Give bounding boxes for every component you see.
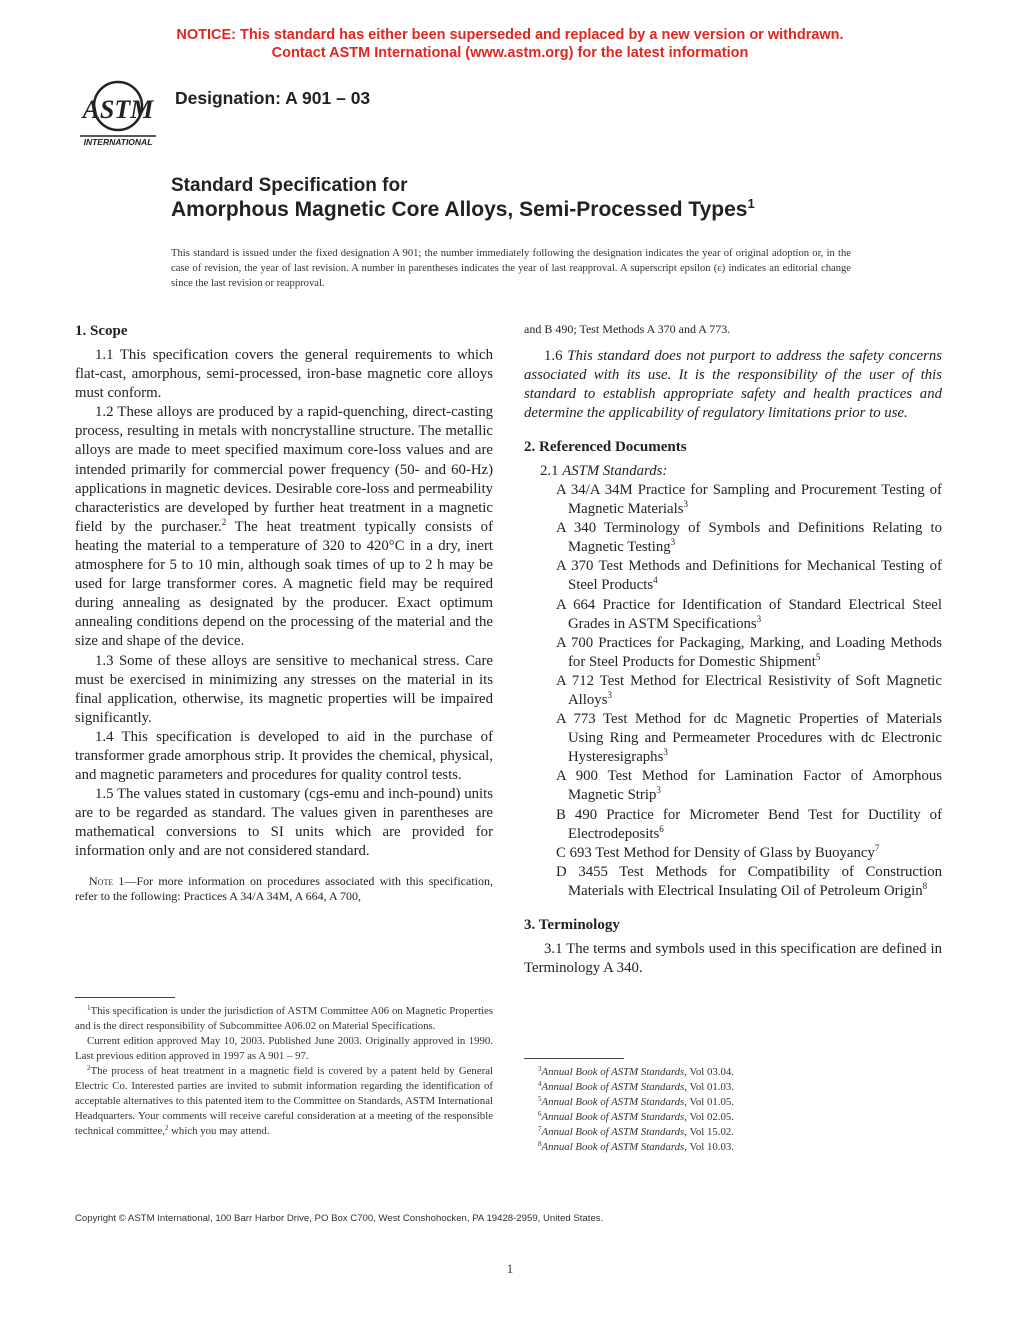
footnote-mark: 4 bbox=[538, 1080, 542, 1088]
footnotes-left bbox=[75, 997, 493, 1139]
paragraph-1-4: 1.4 This specification is developed to aid in the purchase of transformer grade amorphous strip. It provides the chemical, physical, and magnetic parameters and procedures for quality control tests. bbox=[75, 728, 493, 784]
footnote-book: Annual Book of ASTM Standards bbox=[541, 1141, 685, 1153]
footnote-item bbox=[524, 1110, 942, 1125]
reference-text: A 712 Test Method for Electrical Resistivity of Soft Magnetic Alloys bbox=[556, 672, 942, 708]
reference-text: A 370 Test Methods and Definitions for Mechanical Testing of Steel Products bbox=[556, 558, 942, 594]
footnote-volume: , Vol 02.05. bbox=[684, 1111, 734, 1123]
reference-footnote-mark: 3 bbox=[756, 613, 762, 624]
paragraph-3-1: 3.1 The terms and symbols used in this specification are defined in Terminology A 340. bbox=[524, 941, 942, 977]
footnote-item bbox=[524, 1095, 942, 1110]
footnote-1-mark: 1 bbox=[87, 1004, 91, 1012]
logo-subtext: INTERNATIONAL bbox=[83, 137, 153, 147]
designation: Designation: A 901 – 03 bbox=[175, 88, 371, 108]
paragraph-1-1: 1.1 This specification covers the general requirements to which flat-cast, amorphous, semi-processed, iron-base magnetic core alloys must conform. bbox=[75, 347, 493, 402]
reference-footnote-mark: 7 bbox=[874, 842, 880, 853]
footnote-item bbox=[524, 1125, 942, 1140]
reference-text: A 773 Test Method for dc Magnetic Properties of Materials Using Ring and Permeameter Procedures with dc Electronic Hysteresigraphs bbox=[556, 711, 942, 766]
left-column bbox=[75, 322, 493, 905]
reference-item bbox=[540, 481, 942, 519]
section-heading-referenced: 2. Referenced Documents bbox=[524, 438, 687, 455]
footnote-2 bbox=[75, 1064, 493, 1139]
reference-footnote-mark: 3 bbox=[607, 690, 612, 700]
reference-item bbox=[540, 634, 942, 672]
note-1-continued: and B 490; Test Methods A 370 and A 773. bbox=[524, 322, 731, 336]
reference-text: C 693 Test Method for Density of Glass by Buoyancy bbox=[556, 844, 875, 861]
section-heading-scope: 1. Scope bbox=[75, 323, 128, 339]
paragraph-1-5: 1.5 The values stated in customary (cgs-emu and inch-pound) units are to be regarded as standard. The values given in parentheses are mathematical conversions to SI units which are provided for information only and are not considered standard. bbox=[75, 786, 493, 860]
reference-footnote-mark: 6 bbox=[659, 823, 664, 834]
footnote-book: Annual Book of ASTM Standards bbox=[541, 1126, 685, 1138]
footnote-mark: 5 bbox=[538, 1095, 542, 1103]
notice-line-1: NOTICE: This standard has either been superseded and replaced by a new version or withdrawn. bbox=[176, 27, 844, 43]
title-footnote-mark: 1 bbox=[747, 196, 755, 211]
reference-item bbox=[540, 596, 942, 634]
copyright: Copyright © ASTM International, 100 Barr Harbor Drive, PO Box C700, West Conshohocken, PA 19428-2959, United States. bbox=[75, 1213, 604, 1224]
footnote-mark: 7 bbox=[538, 1125, 542, 1133]
footnote-book: Annual Book of ASTM Standards bbox=[541, 1096, 685, 1108]
footnote-volume: , Vol 03.04. bbox=[684, 1066, 734, 1078]
right-column bbox=[524, 322, 942, 978]
paragraph-1-6 bbox=[524, 347, 942, 423]
paragraph-1-6-text: This standard does not purport to address the safety concerns associated with its use. It is the responsibility of the user of this standard to establish appropriate safety and health practices and determine the applicability of regulatory limitations prior to use. bbox=[524, 347, 942, 421]
reference-footnote-mark: 3 bbox=[656, 785, 661, 796]
reference-text: D 3455 Test Methods for Compatibility of Construction Materials with Electrical Insulating Oil of Petroleum Origin bbox=[556, 863, 942, 899]
reference-footnote-mark: 3 bbox=[670, 537, 676, 548]
reference-list bbox=[524, 481, 942, 901]
title-line-2 bbox=[171, 198, 755, 222]
footnote-rule-right bbox=[524, 1058, 624, 1059]
footnote-2-end: which you may attend. bbox=[168, 1125, 270, 1137]
reference-item bbox=[540, 710, 942, 767]
astm-logo bbox=[76, 78, 160, 148]
footnote-1-text: This specification is under the jurisdiction of ASTM Committee A06 on Magnetic Properties and is the direct responsibility of Subcommittee A06.02 on Material Specifications. bbox=[75, 1005, 493, 1032]
paragraph-1-2-part-a: 1.2 These alloys are produced by a rapid-quenching, direct-casting process, resulting in metals with noncrystalline structure. The metallic alloys are made to meet specified maximum core-loss values and are intended primarily for commercial power frequency (50- and 60-Hz) applications in magnetic devices. Desirable core-loss and permeability characteristics are developed by further heat treatment in a magnetic field by the purchaser. bbox=[75, 404, 493, 535]
footnote-1-continued: Current edition approved May 10, 2003. Published June 2003. Originally approved in 1990. Last previous edition approved in 1997 as A 901 – 97. bbox=[75, 1035, 493, 1062]
reference-text: B 490 Practice for Micrometer Bend Test for Ductility of Electrodeposits bbox=[556, 806, 942, 842]
footnote-mark: 8 bbox=[538, 1140, 542, 1148]
reference-text: A 900 Test Method for Lamination Factor of Amorphous Magnetic Strip bbox=[556, 768, 942, 804]
footnote-item bbox=[524, 1065, 942, 1080]
reference-footnote-mark: 8 bbox=[922, 880, 928, 891]
reference-footnote-mark: 5 bbox=[815, 651, 821, 662]
footnote-mark: 6 bbox=[538, 1110, 542, 1118]
reference-text: A 664 Practice for Identification of Standard Electrical Steel Grades in ASTM Specifications bbox=[556, 596, 942, 632]
note-text: —For more information on procedures associated with this specification, refer to the following: Practices A 34/A 34M, A 664, A 700, bbox=[75, 873, 494, 904]
footnote-item bbox=[524, 1080, 942, 1095]
reference-item bbox=[540, 806, 942, 844]
footnote-volume: , Vol 10.03. bbox=[684, 1141, 734, 1153]
paragraph-1-3: 1.3 Some of these alloys are sensitive to mechanical stress. Care must be exercised in minimizing any stresses on the material in its final application, otherwise, its magnetic properties will be impaired significantly. bbox=[75, 652, 493, 726]
title-line-1: Standard Specification for bbox=[171, 175, 408, 196]
footnotes-right bbox=[524, 1058, 942, 1155]
subheading-astm-standards bbox=[540, 462, 942, 481]
footnote-2-mark: 2 bbox=[87, 1064, 91, 1072]
reference-item bbox=[540, 767, 942, 805]
reference-footnote-mark: 3 bbox=[663, 747, 668, 758]
reference-footnote-mark: 3 bbox=[683, 499, 688, 510]
footnote-ref-2: 2 bbox=[221, 516, 227, 527]
reference-item bbox=[540, 519, 942, 557]
footnote-list-right bbox=[524, 1065, 942, 1155]
reference-text: A 340 Terminology of Symbols and Definitions Relating to Magnetic Testing bbox=[556, 520, 942, 556]
section-heading-terminology: 3. Terminology bbox=[524, 917, 620, 934]
footnote-1 bbox=[75, 1004, 493, 1064]
footnote-mark: 3 bbox=[538, 1065, 542, 1073]
reference-footnote-mark: 4 bbox=[653, 575, 658, 586]
paragraph-1-6-number: 1.6 bbox=[544, 347, 568, 364]
page-number: 1 bbox=[506, 1261, 514, 1276]
reference-item bbox=[540, 672, 942, 710]
reference-item bbox=[540, 863, 942, 901]
subheading-text: ASTM Standards: bbox=[562, 462, 668, 479]
footnote-2-inner-mark: 2 bbox=[164, 1124, 169, 1132]
title-text: Amorphous Magnetic Core Alloys, Semi-Processed Types bbox=[171, 198, 748, 221]
paragraph-1-2 bbox=[75, 403, 493, 651]
paragraph-1-2-part-b: The heat treatment typically consists of heating the material to a temperature of 320 to 420°C in a dry, inert atmosphere for 5 to 10 min, although soak times of up to 2 h may be used for large transformer cores. A magnetic field may be required during annealing as designated by the producer. Exact optimum annealing conditions depend on the processing of the material and the size and shape of the device. bbox=[75, 518, 493, 650]
notice-banner bbox=[0, 26, 1020, 62]
footnote-book: Annual Book of ASTM Standards bbox=[541, 1111, 685, 1123]
footnote-2-text: The process of heat treatment in a magnetic field is covered by a patent held by General Electric Co. Interested parties are invited to submit information regarding the identification of acceptable alternatives to this patented item to the Committee on Standards, ASTM International Headquarters. Your comments will receive careful consideration at a meeting of the responsible technical committee, bbox=[75, 1065, 493, 1137]
preamble: This standard is issued under the fixed designation A 901; the number immediately following the designation indicates the year of original adoption or, in the case of revision, the year of last revision. A number in parentheses indicates the year of last reapproval. A superscript epsilon (ε) indicates an editorial change since the last revision or reapproval. bbox=[171, 248, 851, 289]
footnote-book: Annual Book of ASTM Standards bbox=[541, 1066, 685, 1078]
note-label: Note 1 bbox=[89, 873, 125, 888]
reference-text: A 700 Practices for Packaging, Marking, and Loading Methods for Steel Products for Domestic Shipment bbox=[556, 634, 942, 670]
reference-item bbox=[540, 844, 942, 863]
astm-logo-icon bbox=[76, 78, 160, 148]
footnote-book: Annual Book of ASTM Standards bbox=[541, 1081, 685, 1093]
notice-line-2: Contact ASTM International (www.astm.org) for the latest information bbox=[271, 45, 749, 61]
logo-text: ASTM bbox=[82, 95, 154, 124]
subheading-number: 2.1 bbox=[540, 462, 563, 479]
footnote-rule-left bbox=[75, 997, 175, 998]
reference-text: A 34/A 34M Practice for Sampling and Procurement Testing of Magnetic Materials bbox=[556, 481, 942, 518]
footnote-volume: , Vol 01.05. bbox=[684, 1096, 734, 1108]
footnote-volume: , Vol 01.03. bbox=[684, 1081, 734, 1093]
reference-item bbox=[540, 557, 942, 595]
footnote-item bbox=[524, 1140, 942, 1155]
note-1 bbox=[75, 874, 493, 905]
footnote-volume: , Vol 15.02. bbox=[684, 1126, 734, 1138]
